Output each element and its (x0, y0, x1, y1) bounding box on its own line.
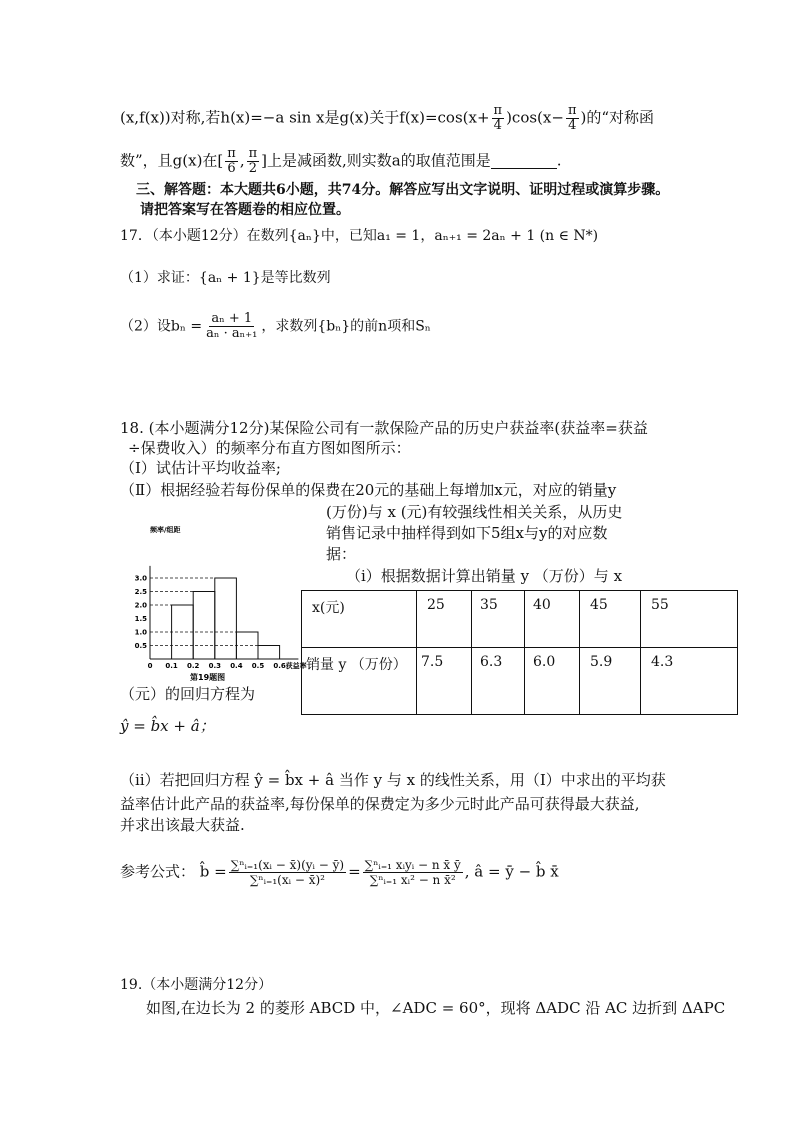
hist-bar (193, 592, 215, 660)
table-cell: 45 (580, 591, 641, 648)
q18-sub-ii-line2: 益率估计此产品的获益率,每份保单的保费定为多少元时此产品可获得最大获益, (120, 795, 640, 813)
q18-sub-ii-line3: 并求出该最大获益. (120, 816, 245, 834)
prev-question-line1 (120, 104, 654, 133)
q18-part1: （Ⅰ）试估计平均收益率; (120, 459, 281, 477)
frac-den: aₙ · aₙ₊₁ (206, 326, 258, 341)
hist-x-tick-label: 0.1 (165, 662, 178, 670)
formula-a-hat: , â = ȳ − b̂ x̄ (464, 862, 559, 881)
q17-part1: （1）求证：{aₙ + 1}是等比数列 (120, 270, 331, 286)
hist-y-tick-label: 3.0 (134, 574, 147, 583)
prev-q-text: (x,f(x))对称,若h(x)=−a sin x是g(x)关于f(x)=cos(x+ (120, 108, 490, 127)
frac-den: 4 (493, 118, 502, 133)
q18-text-right1: (万份)与 x (元)有较强线性相关关系，从历史 (326, 503, 623, 521)
q18-line1: 18. (本小题满分12分)某保险公司有一款保险产品的历史户获益率(获益率=获益 (120, 419, 648, 437)
frac-den: ∑ⁿᵢ₌₁ xᵢ² − n x̄² (369, 873, 456, 887)
table-header-y: 销量 y （万份） (302, 648, 417, 715)
hist-y-tick-label: 0.5 (134, 642, 147, 650)
q17-part2-text: ，求数列{bₙ}的前n项和Sₙ (261, 318, 431, 335)
table-cell: 35 (472, 591, 525, 648)
hist-x-tick-label: 0.4 (230, 662, 243, 670)
sales-data-table (301, 590, 738, 715)
frac-num: π (493, 103, 503, 118)
hist-bar (258, 646, 280, 660)
hist-y-tick-label: 2.5 (134, 588, 147, 596)
q19-stem: 19.（本小题满分12分） (120, 977, 273, 993)
table-cell: 4.3 (641, 648, 738, 715)
prev-q-text: , (239, 151, 245, 170)
frac-num: π (567, 103, 577, 118)
formula-fraction-2 (363, 858, 463, 887)
frac-den: ∑ⁿᵢ₌₁(xᵢ − x̄)² (249, 873, 325, 887)
q18-part2: （Ⅱ）根据经验若每份保单的保费在20元的基础上每增加x元，对应的销量y (120, 481, 617, 499)
table-cell: 5.9 (580, 648, 641, 715)
formula-fraction-1 (229, 858, 346, 887)
hist-y-tick-label: 1.5 (134, 615, 147, 623)
frac-den: 2 (248, 161, 258, 176)
q18-reference-formula (120, 858, 559, 887)
section3-heading-line1: 三、解答题：本大题共6小题，共74分。解答应写出文字说明、证明过程或演算步骤。 (136, 182, 670, 198)
prev-q-text: ]上是减函数,则实数a的取值范围是 (261, 151, 491, 170)
frac-num: aₙ + 1 (211, 311, 253, 326)
hist-caption: 第19题图 (190, 673, 226, 682)
pi-over-2-fraction (247, 147, 260, 176)
hist-xlabel: 获益率 (285, 662, 307, 670)
hist-y-tick-label: 1.0 (134, 628, 147, 637)
q18-sub-i: （ⅰ）根据数据计算出销量 y （万份）与 x (346, 567, 623, 585)
pi-over-6-fraction (225, 147, 238, 176)
frac-num: π (248, 146, 258, 161)
table-row (302, 648, 738, 715)
prev-q-text: 数”，且g(x)在[ (120, 151, 224, 170)
prev-question-line2 (120, 147, 562, 176)
frac-den: 4 (568, 118, 577, 133)
table-cell: 55 (641, 591, 738, 648)
table-cell: 25 (417, 591, 472, 648)
prev-q-text: )的“对称函 (580, 108, 655, 127)
table-header-x: x(元) (302, 591, 417, 648)
hist-x-tick-label: 0.5 (251, 662, 265, 670)
table-cell: 6.0 (525, 648, 580, 715)
q17-part2-text: （2）设bₙ = (120, 318, 203, 335)
hist-ylabel: 频率/组距 (150, 526, 181, 534)
hist-x-tick-label: 0.3 (208, 662, 222, 670)
prev-q-text: . (556, 151, 562, 170)
section3-heading-line2: 请把答案写在答题卷的相应位置。 (140, 202, 350, 218)
q17-stem: 17．（本小题12分）在数列{aₙ}中，已知a₁ = 1，aₙ₊₁ = 2aₙ + 1 (n ∈ N*) (120, 228, 599, 244)
table-cell: 40 (525, 591, 580, 648)
q18-text-right2: 销售记录中抽样得到如下5组x与y的对应数 (326, 524, 608, 542)
hist-x-tick-label: 0.2 (186, 662, 200, 670)
frac-num: π (227, 146, 236, 161)
prev-q-text: )cos(x− (506, 108, 564, 127)
hist-y-tick-label: 2.0 (134, 601, 147, 610)
q17-b-fraction (204, 312, 259, 341)
q17-part2 (120, 312, 431, 341)
table-cell: 7.5 (417, 648, 472, 715)
q18-sub-ii-line1: （ⅱ）若把回归方程 ŷ = b̂x + â 当作 y 与 x 的线性关系，用（Ⅰ）中求出的平均获 (120, 771, 666, 789)
hist-x-tick-label: 0 (147, 662, 153, 670)
frac-den: 6 (227, 161, 236, 176)
hist-bar (215, 578, 237, 659)
q18-regression-eq: ŷ = b̂x + â； (120, 717, 215, 735)
frac-num: ∑ⁿᵢ₌₁(xᵢ − x̄)(yᵢ − ȳ) (230, 858, 345, 872)
frac-num: ∑ⁿᵢ₌₁ xᵢyᵢ − n x̄ ȳ (364, 858, 461, 872)
q18-text-right3: 据： (326, 545, 357, 563)
pi-over-4-fraction (492, 104, 505, 133)
pi-over-4-fraction (566, 104, 579, 133)
table-cell: 6.3 (472, 648, 525, 715)
q18-sub-i-cont: （元）的回归方程为 (120, 685, 256, 703)
q18-line2: ÷保费收入）的频率分布直方图如图所示： (128, 439, 411, 457)
formula-b-hat: b̂ = (199, 862, 227, 881)
frequency-histogram (128, 522, 318, 682)
table-row (302, 591, 738, 648)
q19-line1: 如图,在边长为 2 的菱形 ABCD 中，∠ADC = 60°，现将 ΔADC 沿 AC 边折到 ΔAPC (146, 999, 726, 1017)
hist-x-tick-label: 0.6 (273, 662, 286, 670)
formula-eq: = (348, 862, 361, 881)
formula-label: 参考公式： (120, 862, 196, 881)
answer-blank (491, 154, 557, 169)
